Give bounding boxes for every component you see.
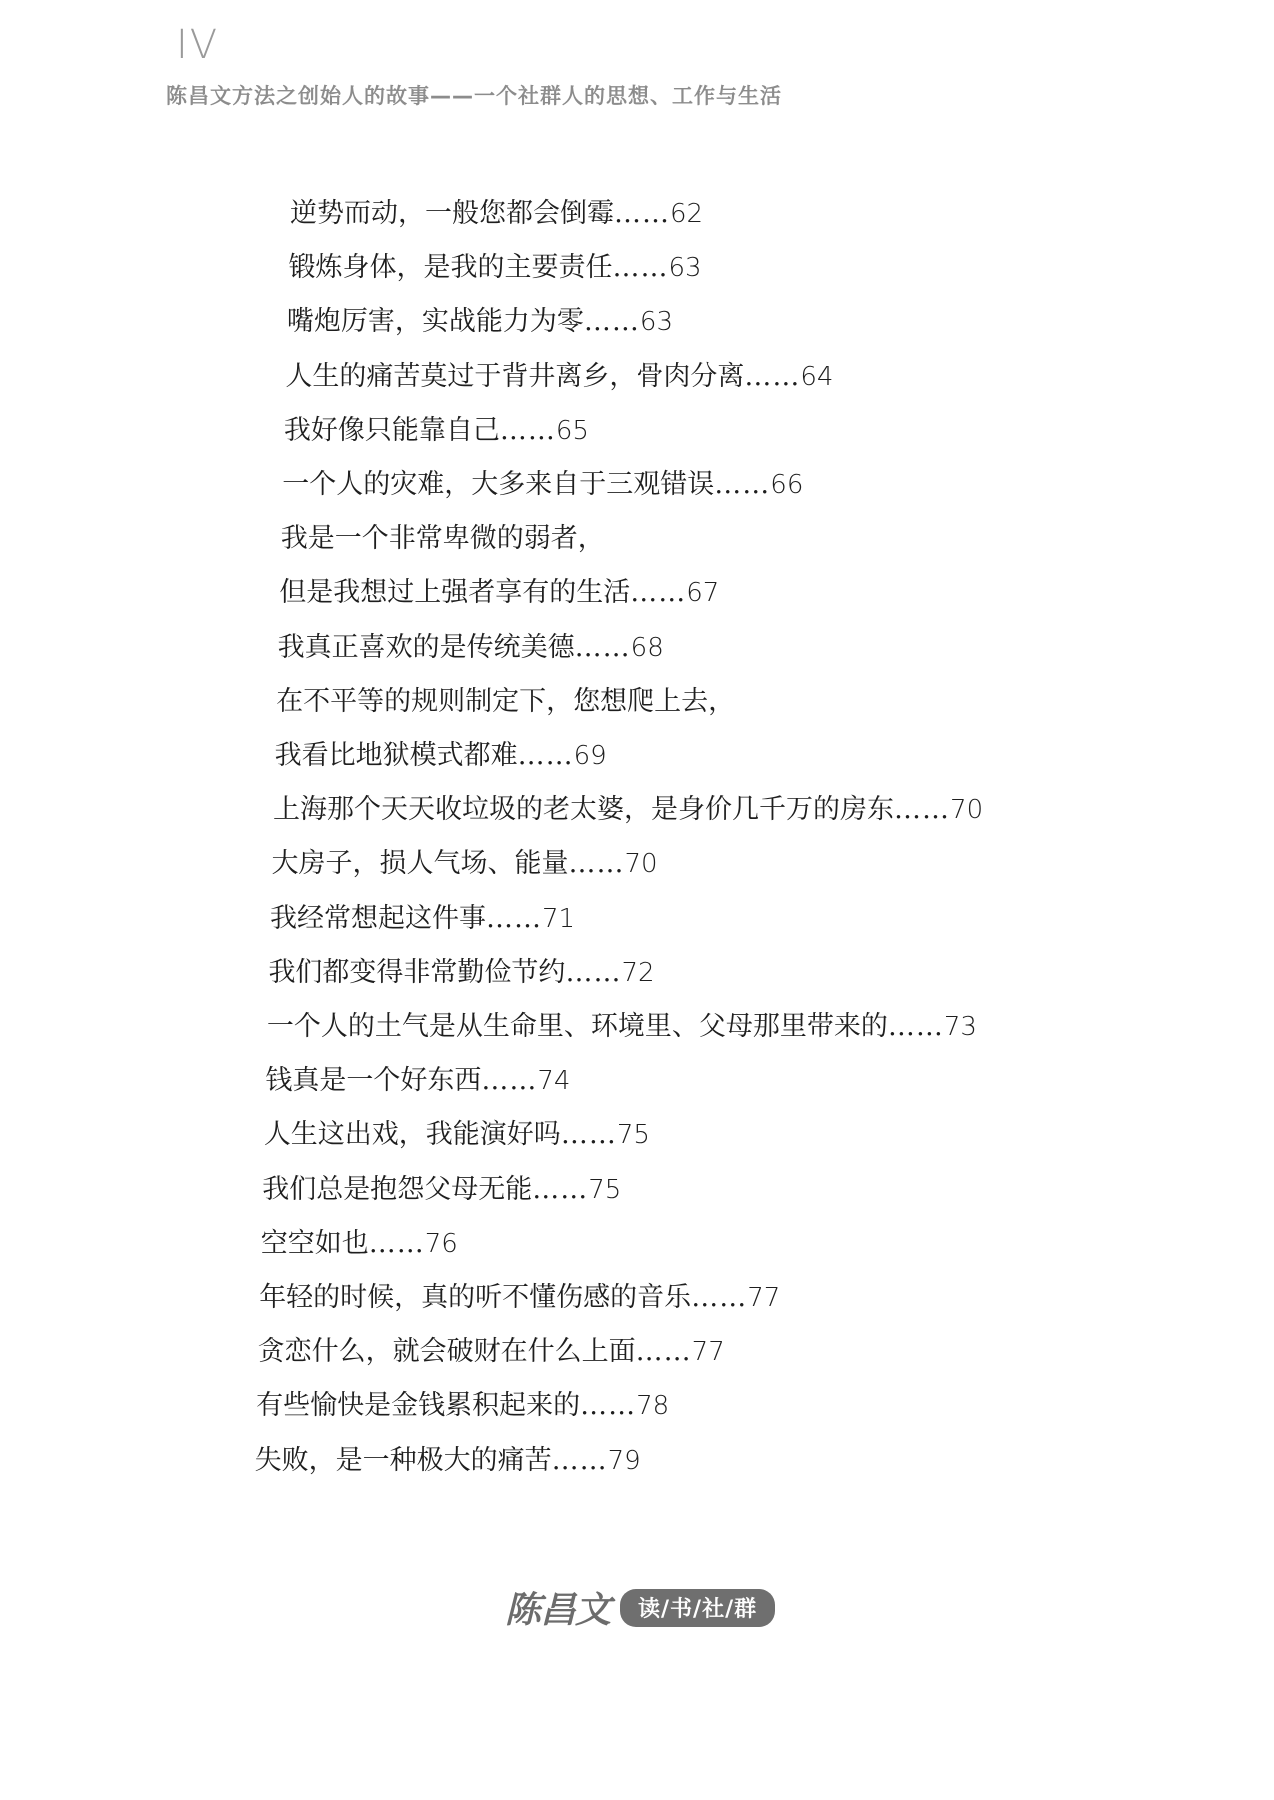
toc-entry [259,1282,780,1314]
toc-page-number: 76 [424,1228,458,1259]
toc-dot-leader: …… [565,956,622,988]
toc-dot-leader: …… [580,1390,637,1422]
toc-entry [275,740,607,772]
toc-entry-title: 贪恋什么，就会破财在什么上面 [257,1336,636,1368]
toc-dot-leader: …… [635,1336,692,1368]
toc-page-number: 65 [555,415,589,446]
toc-page-number: 72 [621,957,655,988]
toc-page-number: 75 [616,1120,650,1151]
toc-entry [268,957,654,989]
toc-dot-leader: …… [612,252,669,284]
toc-dot-leader: …… [887,1011,944,1042]
toc-entry [276,686,735,718]
toc-entry [273,794,983,826]
toc-page-number: 67 [686,578,720,609]
toc-entry [267,1011,977,1043]
toc-dot-leader: …… [517,740,574,771]
toc-dot-leader: …… [551,1444,608,1476]
toc-page-number: 71 [541,903,576,934]
toc-entry-title: 空空如也 [260,1227,369,1259]
toc-entry-title: 我真正喜欢的是传统美德 [277,631,575,663]
toc-page-number: 74 [537,1066,571,1097]
toc-page-number: 64 [800,361,834,392]
toc-page-number: 70 [624,849,658,880]
toc-page-number: 62 [670,199,704,229]
toc-entry-title: 我们总是抱怨父母无能 [262,1173,533,1205]
toc-page-number: 68 [630,632,664,663]
toc-page-number: 77 [747,1283,781,1313]
toc-entry-title: 年轻的时候，真的听不懂伤感的音乐 [259,1282,692,1313]
page-number: IV [176,22,220,68]
toc-entry [281,523,605,555]
toc-entry [258,1336,725,1368]
toc-page-number: 73 [943,1012,977,1042]
toc-entry [272,848,658,880]
toc-entry [290,198,703,230]
toc-dot-leader: …… [499,414,556,446]
toc-entry-title: 逆势而动，一般您都会倒霉 [290,198,614,229]
toc-entry [256,1390,669,1422]
toc-dot-leader: …… [560,1119,617,1151]
toc-entry-title: 人生的痛苦莫过于背井离乡，骨肉分离 [285,360,745,392]
toc-page-number: 63 [639,307,673,338]
toc-entry-title: 大房子，损人气场、能量 [271,848,569,880]
toc-entry-title: 我好像只能靠自己 [283,414,500,446]
toc-entry-title: 嘴炮厉害，实战能力为零 [286,306,584,338]
toc-entry-title: 一个人的土气是从生命里、环境里、父母那里带来的 [266,1011,888,1042]
publisher-logo [505,1582,775,1633]
toc-entry [262,1174,621,1206]
toc-entry [285,361,833,393]
toc-entry-title: 我们都变得非常勤俭节约 [268,956,566,988]
toc-entry [287,306,673,338]
logo-name: 陈昌文 [505,1589,611,1631]
toc-entry-title: 但是我想过上强者享有的生活 [279,577,631,609]
toc-entry [288,252,701,284]
toc-page-number: 79 [607,1445,641,1476]
toc-entry [284,415,589,447]
toc-entry [279,577,719,609]
toc-dot-leader: …… [630,577,687,609]
toc-page-number: 66 [770,470,804,500]
toc-entry-title: 一个人的灾难，大多来自于三观错误 [282,469,715,500]
toc-dot-leader: …… [614,198,670,229]
toc-entry-title: 失败，是一种极大的痛苦 [254,1444,552,1476]
toc-dot-leader: …… [532,1173,589,1205]
toc-entry [278,632,664,664]
toc-dot-leader: …… [583,306,640,338]
toc-dot-leader: …… [481,1065,538,1097]
toc-entry-title: 在不平等的规则制定下，您想爬上去， [276,685,736,717]
toc-dot-leader: …… [714,469,771,500]
toc-entry [282,469,803,501]
toc-page-number: 77 [691,1337,725,1368]
toc-entry-title: 我经常想起这件事 [269,902,486,934]
toc-dot-leader: …… [894,794,951,826]
toc-dot-leader: …… [744,360,801,392]
toc-entry [255,1445,641,1477]
toc-dot-leader: …… [485,902,542,934]
toc-entry [261,1228,458,1260]
toc-dot-leader: …… [368,1227,425,1259]
logo-tag: 读/书/社/群 [620,1589,775,1627]
toc-page-number: 69 [573,741,607,771]
running-header-title: 陈昌文方法之创始人的故事——一个社群人的思想、工作与生活 [166,84,782,108]
toc-page-number: 78 [636,1391,670,1422]
toc-page-number: 75 [588,1174,622,1205]
toc-entry [265,1065,570,1097]
toc-dot-leader: …… [574,631,631,663]
toc-dot-leader: …… [568,848,625,880]
toc-entry-title: 我看比地狱模式都难 [274,740,518,771]
toc-entry-title: 我是一个非常卑微的弱者， [280,523,605,555]
toc-entry-title: 有些愉快是金钱累积起来的 [256,1390,581,1422]
toc-entry-title: 人生这出戏，我能演好吗 [263,1119,561,1151]
toc-entry-title: 钱真是一个好东西 [265,1065,482,1097]
toc-entry [264,1119,650,1151]
toc-dot-leader: …… [691,1282,748,1313]
toc-entry-title: 上海那个天天收垃圾的老太婆，是身价几千万的房东 [273,794,895,826]
toc-page-number: 70 [950,795,984,826]
toc-entry [270,903,575,935]
toc-page-number: 63 [668,253,702,284]
toc-entry-title: 锻炼身体，是我的主要责任 [288,252,613,284]
